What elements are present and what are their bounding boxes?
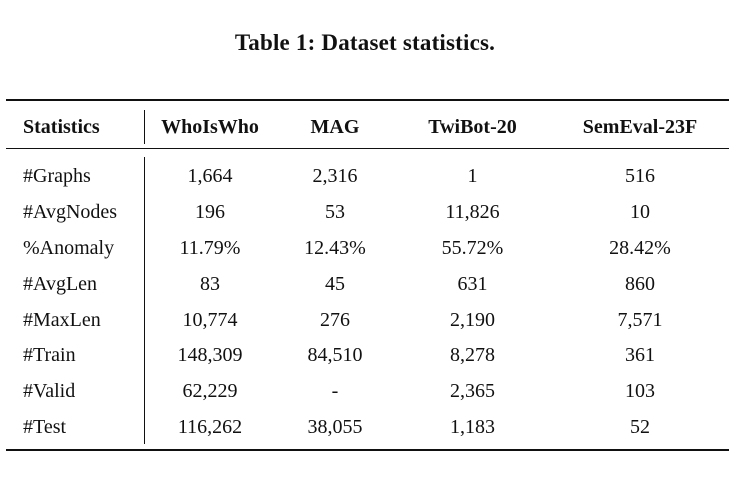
row-label: #AvgLen	[23, 273, 98, 295]
table-cell: 2,316	[312, 165, 358, 187]
table-cell: 11.79%	[179, 237, 241, 259]
table-cell: 53	[325, 201, 345, 223]
table-cell: -	[331, 380, 339, 402]
header-semeval23f: SemEval-23F	[582, 116, 698, 138]
table-cell: 83	[200, 273, 220, 295]
table-cell: 516	[625, 165, 655, 187]
table-cell: 116,262	[177, 416, 243, 438]
table-cell: 1	[467, 165, 478, 187]
table-cell: 2,190	[450, 309, 495, 331]
table-cell: 28.42%	[609, 237, 671, 259]
table-cell: 62,229	[182, 380, 238, 402]
table-cell: 8,278	[450, 344, 495, 366]
bottom-rule	[6, 449, 729, 451]
header-twibot20: TwiBot-20	[428, 116, 517, 138]
table-caption: Table 1: Dataset statistics.	[234, 30, 496, 55]
table-cell: 52	[630, 416, 650, 438]
table-cell: 38,055	[307, 416, 363, 438]
table-cell: 55.72%	[441, 237, 504, 259]
header-statistics: Statistics	[23, 116, 100, 138]
column-separator-body	[144, 157, 145, 444]
row-label: #AvgNodes	[23, 201, 118, 223]
table-cell: 631	[457, 273, 488, 295]
table-cell: 361	[625, 344, 655, 366]
table-cell: 276	[320, 309, 350, 331]
table-cell: 11,826	[445, 201, 500, 223]
row-label: #Train	[23, 344, 76, 366]
row-label: #MaxLen	[23, 309, 101, 331]
table-cell: 10,774	[182, 309, 238, 331]
table-cell: 1,664	[187, 165, 233, 187]
row-label: #Graphs	[23, 165, 91, 187]
row-label: #Test	[23, 416, 67, 438]
table-cell: 148,309	[177, 344, 243, 366]
table-cell: 45	[325, 273, 345, 295]
table-cell: 7,571	[617, 309, 663, 331]
table-cell: 1,183	[450, 416, 495, 438]
table-cell: 12.43%	[304, 237, 366, 259]
table-cell: 103	[625, 380, 655, 402]
table-cell: 84,510	[307, 344, 363, 366]
table-cell: 196	[195, 201, 225, 223]
top-rule	[6, 99, 729, 101]
header-mag: MAG	[310, 116, 360, 138]
header-whoiswho: WhoIsWho	[161, 116, 259, 138]
row-label: %Anomaly	[23, 237, 115, 259]
table-cell: 860	[625, 273, 655, 295]
column-separator-header	[144, 110, 145, 144]
row-label: #Valid	[23, 380, 76, 402]
table-cell: 2,365	[450, 380, 495, 402]
table-cell: 10	[630, 201, 650, 223]
header-rule	[6, 148, 729, 149]
